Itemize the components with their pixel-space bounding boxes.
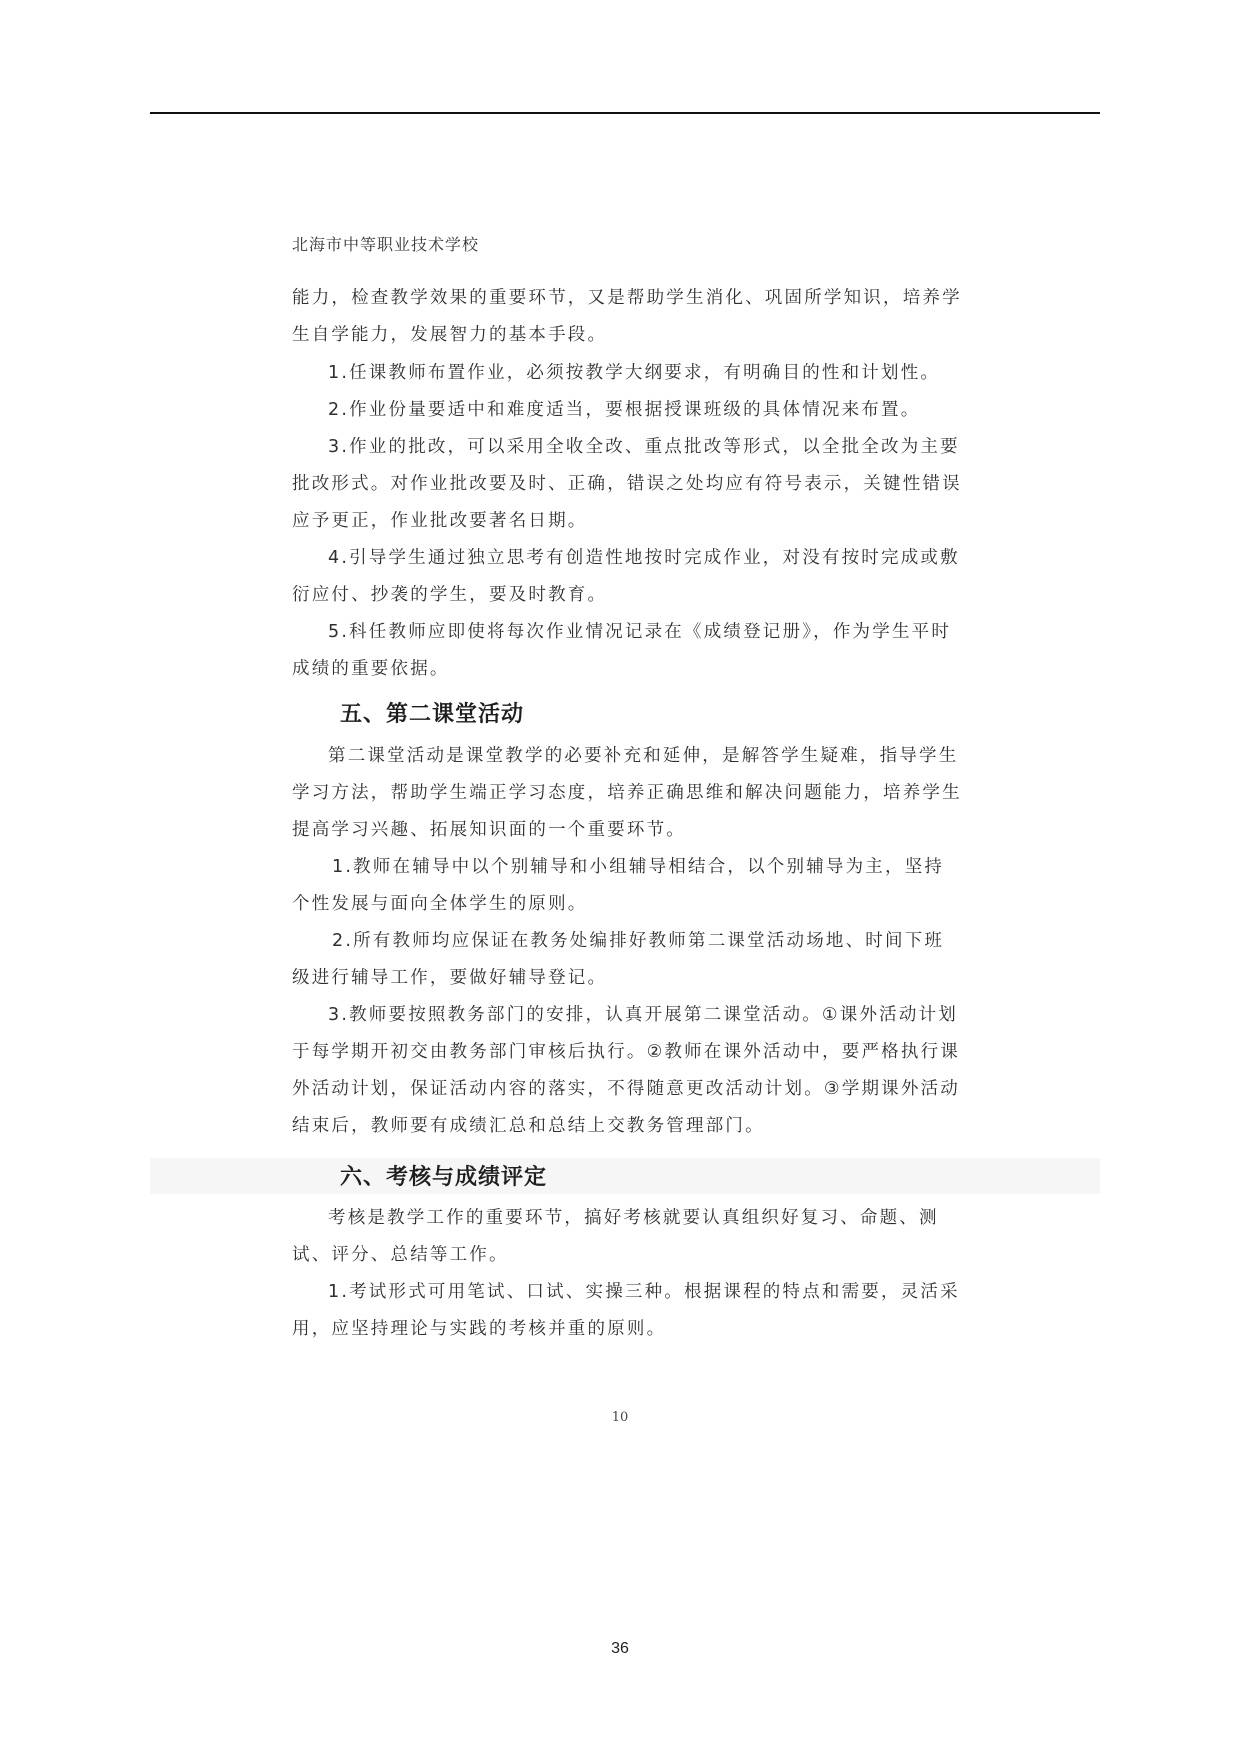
scan-shade-band — [150, 1158, 1100, 1194]
section6-item-1: 1.考试形式可用笔试、口试、实操三种。根据课程的特点和需要，灵活采用，应坚持理论与实践的考核并重的原则。 — [292, 1282, 960, 1339]
paragraph-item-3: 3.作业的批改，可以采用全收全改、重点批改等形式，以全批全改为主要批改形式。对作业批改要及时、正确，错误之处均应有符号表示，关键性错误应予更正，作业批改要著名日期。 — [292, 437, 962, 531]
section5-item-2: 2.所有教师均应保证在教务处编排好教师第二课堂活动场地、时间下班级进行辅导工作，要做好辅导登记。 — [292, 931, 945, 988]
section6-intro: 考核是教学工作的重要环节，搞好考核就要认真组织好复习、命题、测试、评分、总结等工作。 — [292, 1208, 939, 1265]
section5-item-1: 1.教师在辅导中以个别辅导和小组辅导相结合，以个别辅导为主，坚持个性发展与面向全体学生的原则。 — [292, 857, 945, 914]
paragraph-item-2: 2.作业份量要适中和难度适当，要根据授课班级的具体情况来布置。 — [328, 400, 921, 420]
paragraph-item-4: 4.引导学生通过独立思考有创造性地按时完成作业，对没有按时完成或敷衍应付、抄袭的学生，要及时教育。 — [292, 548, 960, 605]
paragraph-item-5: 5.科任教师应即使将每次作业情况记录在《成绩登记册》，作为学生平时成绩的重要依据。 — [292, 622, 952, 679]
paragraph-item-1: 1.任课教师布置作业，必须按教学大纲要求，有明确目的性和计划性。 — [328, 363, 941, 383]
header-rule — [150, 112, 1100, 114]
section5-item-3: 3.教师要按照教务部门的安排，认真开展第二课堂活动。①课外活动计划于每学期开初交由教务部门审核后执行。②教师在课外活动中，要严格执行课外活动计划，保证活动内容的落实，不得随意更改活动计划。③学期课外活动结束后，教师要有成绩汇总和总结上交教务管理部门。 — [292, 1005, 960, 1136]
school-name-header: 北海市中等职业技术学校 — [292, 235, 480, 254]
section-heading-5: 五、第二课堂活动 — [340, 702, 525, 727]
page-number: 36 — [611, 1640, 629, 1657]
paragraph-continuation: 能力，检查教学效果的重要环节，又是帮助学生消化、巩固所学知识，培养学生自学能力，发展智力的基本手段。 — [292, 288, 962, 345]
section-heading-6: 六、考核与成绩评定 — [340, 1165, 548, 1190]
inner-page-number: 10 — [611, 1410, 629, 1425]
section5-intro: 第二课堂活动是课堂教学的必要补充和延伸，是解答学生疑难，指导学生学习方法，帮助学生端正学习态度，培养正确思维和解决问题能力，培养学生提高学习兴趣、拓展知识面的一个重要环节。 — [292, 746, 962, 840]
